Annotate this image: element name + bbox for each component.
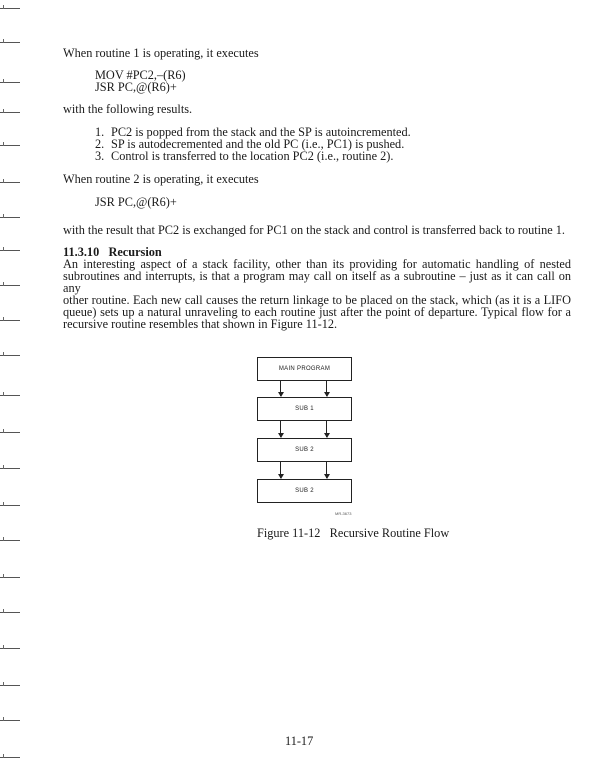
results-intro: with the following results. [63, 102, 193, 116]
binder-mark [0, 320, 20, 321]
arrow-down-icon [280, 421, 281, 437]
list-item: PC2 is popped from the stack and the SP is autoincremented. [111, 125, 411, 139]
arrow-down-icon [326, 381, 327, 396]
box-sub-1: SUB 1 [257, 397, 352, 421]
list-number: 3. [95, 149, 105, 163]
figure-caption [257, 527, 449, 539]
box-sub-2: SUB 2 [257, 438, 352, 462]
intro-line: When routine 1 is operating, it executes [63, 46, 259, 60]
binder-mark [0, 42, 20, 43]
figure-ref: MR-3673 [335, 511, 352, 516]
list-item: SP is autodecremented and the old PC (i.e., PC1) is pushed. [111, 137, 405, 151]
arrow-down-icon [326, 462, 327, 478]
binder-mark [0, 112, 20, 113]
binder-mark [0, 757, 20, 758]
caption-title: Recursive Routine Flow [329, 526, 450, 540]
binder-mark [0, 217, 20, 218]
binder-mark [0, 720, 20, 721]
arrow-down-icon [326, 421, 327, 437]
code-line: JSR PC,@(R6)+ [95, 80, 177, 94]
page-number: 11-17 [285, 734, 314, 748]
section-number: 11.3.10 [63, 245, 100, 259]
paragraph-line: subroutines and interrupts, is that a program may call on itself as a subroutine – just as it can call on any [63, 269, 571, 295]
binder-mark [0, 468, 20, 469]
list-number: 1. [95, 125, 105, 139]
code-line: JSR PC,@(R6)+ [95, 195, 177, 209]
binder-mark [0, 82, 20, 83]
list-item: Control is transferred to the location PC2 (i.e., routine 2). [111, 149, 394, 163]
box-main-program: MAIN PROGRAM [257, 357, 352, 381]
binder-mark [0, 648, 20, 649]
paragraph-line: queue) sets up a natural unraveling to each routine just after the point of departure. Typical flow for a [63, 305, 571, 319]
recursion-paragraph [63, 258, 571, 330]
paragraph-line: recursive routine resembles that shown in Figure 11-12. [63, 317, 338, 331]
binder-mark [0, 182, 20, 183]
binder-mark [0, 250, 20, 251]
routine2-line: When routine 2 is operating, it executes [63, 172, 259, 186]
binder-mark [0, 395, 20, 396]
binder-mark [0, 577, 20, 578]
binder-mark [0, 505, 20, 506]
binder-mark [0, 355, 20, 356]
arrow-down-icon [280, 381, 281, 396]
paragraph-line: An interesting aspect of a stack facility, other than its providing for automatic handling of nested [63, 257, 571, 271]
binder-mark [0, 432, 20, 433]
box-sub-2: SUB 2 [257, 479, 352, 503]
binder-mark [0, 612, 20, 613]
binder-mark [0, 8, 20, 9]
binder-mark [0, 540, 20, 541]
result-line: with the result that PC2 is exchanged for PC1 on the stack and control is transferred back to routine 1. [63, 223, 566, 237]
list-number: 2. [95, 137, 105, 151]
binder-mark [0, 285, 20, 286]
section-title: Recursion [108, 245, 162, 259]
paragraph-line: other routine. Each new call causes the return linkage to be placed on the stack, which (as it is a LIFO [63, 293, 571, 307]
caption-number: Figure 11-12 [257, 526, 321, 540]
binder-mark [0, 685, 20, 686]
code-line: MOV #PC2,–(R6) [95, 68, 186, 82]
arrow-down-icon [280, 462, 281, 478]
binder-mark [0, 145, 20, 146]
